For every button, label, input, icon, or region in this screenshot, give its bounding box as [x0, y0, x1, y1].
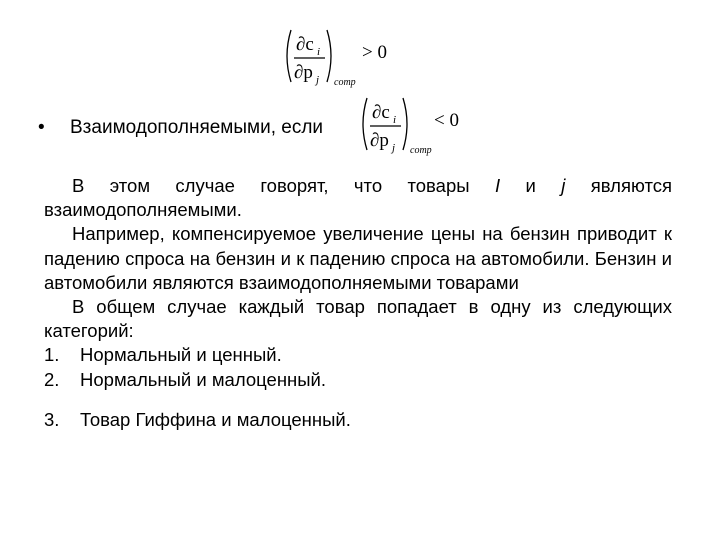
- formula-numerator-sub: i: [393, 114, 397, 126]
- list-text: Товар Гиффина и малоценный.: [80, 408, 351, 430]
- formula-svg: [358, 94, 478, 158]
- formula-svg: [282, 26, 402, 90]
- formula-relation: > 0: [362, 42, 387, 63]
- formula-denominator-sub: j: [316, 74, 320, 86]
- paragraph-complements-definition: [44, 174, 672, 222]
- formula-substitutes: [282, 26, 402, 95]
- formula-denominator: ∂p: [294, 62, 313, 83]
- list-number: 2.: [44, 368, 60, 390]
- formula-comp-subscript: comp: [334, 77, 356, 88]
- list-number: 3.: [44, 408, 60, 430]
- bullet-line: [38, 117, 323, 139]
- list-number: 1.: [44, 344, 60, 366]
- formula-complements: [358, 94, 478, 163]
- p1-text-start: В этом случае говорят, что товары: [72, 175, 495, 196]
- list-item: [44, 368, 672, 392]
- paragraph-categories: В общем случае каждый товар попадает в одну из следующих категорий:: [44, 296, 672, 342]
- bullet-symbol: •: [38, 117, 45, 138]
- formula-comp-subscript: comp: [410, 145, 432, 156]
- p1-and: и: [500, 175, 562, 196]
- body-text: [44, 174, 672, 432]
- p1-good-j: j: [561, 175, 566, 196]
- list-text: Нормальный и ценный.: [80, 344, 282, 366]
- formula-numerator: ∂c: [372, 102, 390, 123]
- p1-text-end: являются взаимодополняемыми.: [44, 175, 672, 221]
- formula-denominator: ∂p: [370, 130, 389, 151]
- p1-good-i: I: [494, 175, 501, 196]
- paragraph-example: Например, компенсируемое увеличение цены на бензин приводит к падению спроса на бензин и к падению спроса на автомобили. Бензин и автомобили являются взаимодополняемыми товарами: [44, 223, 672, 293]
- formula-denominator-sub: j: [392, 142, 396, 154]
- list-item: [44, 343, 672, 367]
- list-item: [44, 408, 672, 432]
- bullet-text: Взаимодополняемыми, если: [70, 117, 324, 138]
- formula-relation: < 0: [434, 110, 459, 131]
- category-list: [44, 343, 672, 432]
- list-text: Нормальный и малоценный.: [80, 368, 327, 390]
- formula-numerator: ∂c: [296, 34, 314, 55]
- formula-numerator-sub: i: [317, 46, 321, 58]
